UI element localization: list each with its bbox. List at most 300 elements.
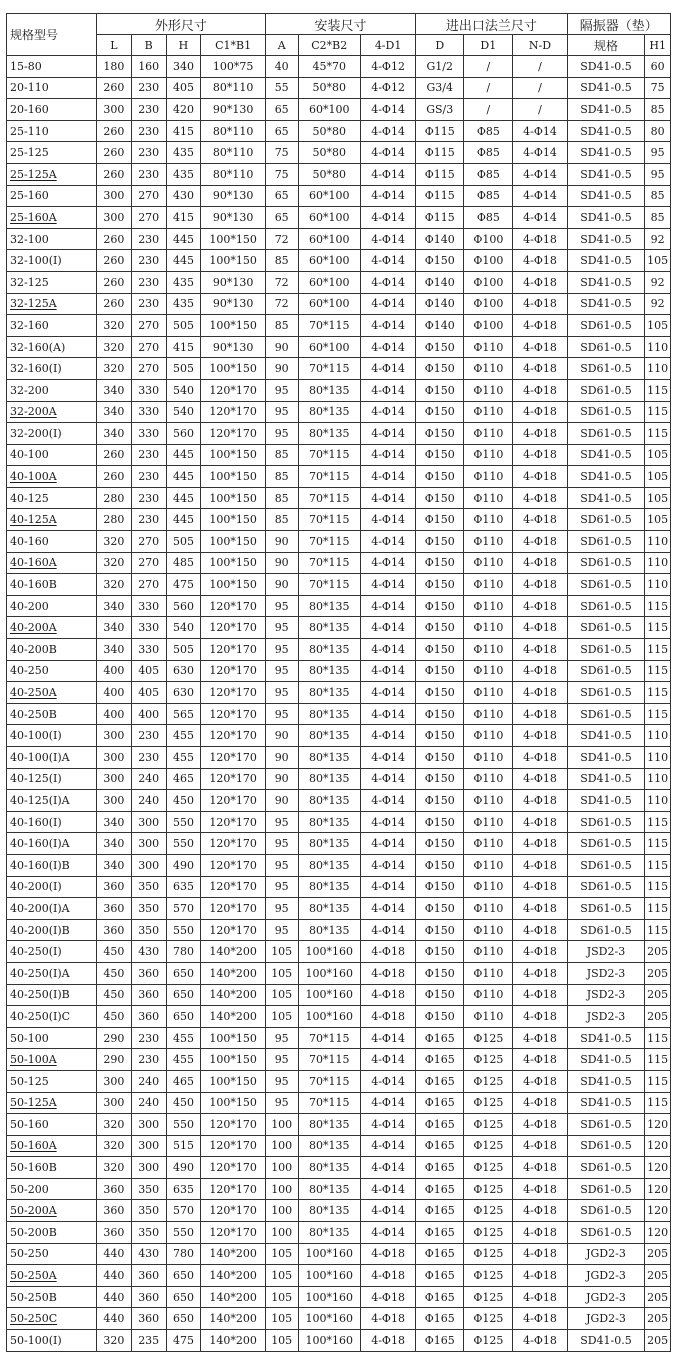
cell-C1B1: 120*170 bbox=[201, 811, 265, 833]
table-row bbox=[7, 1308, 671, 1330]
cell-D1: Φ100 bbox=[464, 293, 513, 315]
cell-D: G3/4 bbox=[416, 77, 464, 99]
cell-model: 40-200(I)B bbox=[7, 919, 97, 941]
cell-B: 300 bbox=[131, 811, 166, 833]
cell-H: 550 bbox=[166, 919, 201, 941]
cell-model: 25-125A bbox=[7, 163, 97, 185]
cell-D1: Φ110 bbox=[464, 423, 513, 445]
cell-isolator-spec: SD61-0.5 bbox=[567, 811, 645, 833]
cell-N-D: 4-Φ14 bbox=[513, 163, 567, 185]
cell-D1: Φ85 bbox=[464, 142, 513, 164]
cell-N-D: 4-Φ18 bbox=[513, 1157, 567, 1179]
cell-model: 50-160B bbox=[7, 1157, 97, 1179]
cell-4-D1: 4-Φ14 bbox=[360, 99, 415, 121]
table-row bbox=[7, 509, 671, 531]
cell-B: 360 bbox=[131, 984, 166, 1006]
cell-C2B2: 100*160 bbox=[298, 1286, 360, 1308]
cell-model: 15-80 bbox=[7, 56, 97, 78]
cell-N-D: 4-Φ18 bbox=[513, 358, 567, 380]
cell-B: 330 bbox=[131, 423, 166, 445]
cell-C2B2: 80*135 bbox=[298, 1178, 360, 1200]
cell-B: 240 bbox=[131, 790, 166, 812]
cell-D1: Φ125 bbox=[464, 1178, 513, 1200]
cell-H1: 205 bbox=[645, 984, 671, 1006]
cell-H1: 205 bbox=[645, 941, 671, 963]
cell-isolator-spec: SD61-0.5 bbox=[567, 682, 645, 704]
table-row bbox=[7, 941, 671, 963]
cell-4-D1: 4-Φ14 bbox=[360, 876, 415, 898]
cell-B: 230 bbox=[131, 1049, 166, 1071]
cell-C2B2: 60*100 bbox=[298, 271, 360, 293]
cell-N-D: 4-Φ18 bbox=[513, 790, 567, 812]
cell-C2B2: 50*80 bbox=[298, 77, 360, 99]
cell-isolator-spec: SD41-0.5 bbox=[567, 207, 645, 229]
cell-D1: Φ110 bbox=[464, 466, 513, 488]
cell-B: 330 bbox=[131, 379, 166, 401]
cell-A: 85 bbox=[265, 444, 298, 466]
cell-B: 360 bbox=[131, 1308, 166, 1330]
cell-L: 440 bbox=[97, 1265, 132, 1287]
cell-N-D: 4-Φ18 bbox=[513, 293, 567, 315]
cell-C2B2: 70*115 bbox=[298, 1092, 360, 1114]
cell-N-D: 4-Φ18 bbox=[513, 703, 567, 725]
cell-C1B1: 90*130 bbox=[201, 99, 265, 121]
cell-H1: 110 bbox=[645, 574, 671, 596]
cell-model: 50-200A bbox=[7, 1200, 97, 1222]
col-header-C2B2: C2*B2 bbox=[298, 35, 360, 56]
cell-H: 570 bbox=[166, 1200, 201, 1222]
cell-C1B1: 140*200 bbox=[201, 1330, 265, 1352]
cell-D1: Φ85 bbox=[464, 120, 513, 142]
cell-A: 105 bbox=[265, 1006, 298, 1028]
cell-4-D1: 4-Φ14 bbox=[360, 552, 415, 574]
cell-model: 32-200A bbox=[7, 401, 97, 423]
table-row bbox=[7, 250, 671, 272]
cell-D1: Φ110 bbox=[464, 941, 513, 963]
cell-N-D: 4-Φ14 bbox=[513, 142, 567, 164]
cell-L: 300 bbox=[97, 725, 132, 747]
cell-B: 350 bbox=[131, 1178, 166, 1200]
cell-L: 260 bbox=[97, 271, 132, 293]
cell-H: 420 bbox=[166, 99, 201, 121]
cell-L: 340 bbox=[97, 811, 132, 833]
cell-B: 350 bbox=[131, 1222, 166, 1244]
cell-N-D: 4-Φ18 bbox=[513, 1178, 567, 1200]
cell-C2B2: 80*135 bbox=[298, 768, 360, 790]
cell-4-D1: 4-Φ14 bbox=[360, 487, 415, 509]
cell-H: 445 bbox=[166, 250, 201, 272]
cell-C1B1: 120*170 bbox=[201, 725, 265, 747]
cell-4-D1: 4-Φ14 bbox=[360, 833, 415, 855]
cell-D: Φ150 bbox=[416, 423, 464, 445]
cell-D1: Φ110 bbox=[464, 660, 513, 682]
cell-B: 270 bbox=[131, 315, 166, 337]
table-row bbox=[7, 77, 671, 99]
cell-D1: Φ110 bbox=[464, 898, 513, 920]
cell-4-D1: 4-Φ14 bbox=[360, 660, 415, 682]
table-row bbox=[7, 228, 671, 250]
cell-L: 320 bbox=[97, 1114, 132, 1136]
cell-B: 350 bbox=[131, 919, 166, 941]
cell-D1: Φ125 bbox=[464, 1114, 513, 1136]
cell-A: 72 bbox=[265, 271, 298, 293]
table-row bbox=[7, 1027, 671, 1049]
table-row bbox=[7, 1178, 671, 1200]
cell-B: 350 bbox=[131, 1200, 166, 1222]
cell-D1: Φ125 bbox=[464, 1330, 513, 1352]
cell-model: 40-200(I)A bbox=[7, 898, 97, 920]
cell-D1: Φ125 bbox=[464, 1027, 513, 1049]
cell-N-D: 4-Φ18 bbox=[513, 466, 567, 488]
cell-H1: 110 bbox=[645, 768, 671, 790]
cell-D1: / bbox=[464, 99, 513, 121]
cell-isolator-spec: SD61-0.5 bbox=[567, 876, 645, 898]
cell-A: 55 bbox=[265, 77, 298, 99]
cell-N-D: 4-Φ18 bbox=[513, 682, 567, 704]
cell-L: 360 bbox=[97, 1178, 132, 1200]
cell-H: 455 bbox=[166, 1027, 201, 1049]
cell-H: 540 bbox=[166, 401, 201, 423]
cell-isolator-spec: SD41-0.5 bbox=[567, 185, 645, 207]
cell-B: 230 bbox=[131, 1027, 166, 1049]
cell-H1: 120 bbox=[645, 1200, 671, 1222]
cell-H: 445 bbox=[166, 509, 201, 531]
cell-A: 65 bbox=[265, 120, 298, 142]
cell-N-D: 4-Φ18 bbox=[513, 1027, 567, 1049]
cell-B: 230 bbox=[131, 466, 166, 488]
col-header-4-D1: 4-D1 bbox=[360, 35, 415, 56]
col-header-A: A bbox=[265, 35, 298, 56]
cell-A: 95 bbox=[265, 1049, 298, 1071]
cell-isolator-spec: SD41-0.5 bbox=[567, 1049, 645, 1071]
cell-4-D1: 4-Φ14 bbox=[360, 379, 415, 401]
cell-isolator-spec: SD61-0.5 bbox=[567, 898, 645, 920]
cell-4-D1: 4-Φ14 bbox=[360, 1135, 415, 1157]
cell-model: 50-250C bbox=[7, 1308, 97, 1330]
cell-C1B1: 90*130 bbox=[201, 207, 265, 229]
cell-N-D: 4-Φ18 bbox=[513, 833, 567, 855]
cell-C2B2: 80*135 bbox=[298, 811, 360, 833]
cell-D1: Φ110 bbox=[464, 379, 513, 401]
cell-D: Φ150 bbox=[416, 531, 464, 553]
cell-4-D1: 4-Φ14 bbox=[360, 401, 415, 423]
cell-4-D1: 4-Φ18 bbox=[360, 962, 415, 984]
cell-4-D1: 4-Φ14 bbox=[360, 574, 415, 596]
cell-isolator-spec: SD61-0.5 bbox=[567, 401, 645, 423]
cell-N-D: 4-Φ18 bbox=[513, 1265, 567, 1287]
cell-C1B1: 120*170 bbox=[201, 703, 265, 725]
col-header-H1: H1 bbox=[645, 35, 671, 56]
col-header-D: D bbox=[416, 35, 464, 56]
cell-C1B1: 120*170 bbox=[201, 898, 265, 920]
cell-H: 560 bbox=[166, 423, 201, 445]
cell-L: 260 bbox=[97, 120, 132, 142]
cell-C1B1: 120*170 bbox=[201, 876, 265, 898]
cell-D: Φ150 bbox=[416, 962, 464, 984]
col-header-H: H bbox=[166, 35, 201, 56]
table-row bbox=[7, 552, 671, 574]
cell-D1: Φ110 bbox=[464, 747, 513, 769]
cell-B: 330 bbox=[131, 595, 166, 617]
cell-isolator-spec: SD41-0.5 bbox=[567, 228, 645, 250]
cell-isolator-spec: SD61-0.5 bbox=[567, 423, 645, 445]
cell-4-D1: 4-Φ18 bbox=[360, 1308, 415, 1330]
cell-H: 405 bbox=[166, 77, 201, 99]
cell-isolator-spec: SD61-0.5 bbox=[567, 358, 645, 380]
cell-C1B1: 100*75 bbox=[201, 56, 265, 78]
cell-D: Φ150 bbox=[416, 703, 464, 725]
cell-H1: 115 bbox=[645, 919, 671, 941]
cell-H1: 110 bbox=[645, 725, 671, 747]
cell-C2B2: 70*115 bbox=[298, 315, 360, 337]
cell-A: 95 bbox=[265, 379, 298, 401]
cell-B: 350 bbox=[131, 898, 166, 920]
cell-H: 550 bbox=[166, 811, 201, 833]
cell-D1: Φ110 bbox=[464, 833, 513, 855]
cell-isolator-spec: SD41-0.5 bbox=[567, 1070, 645, 1092]
cell-H1: 115 bbox=[645, 1027, 671, 1049]
cell-H1: 110 bbox=[645, 552, 671, 574]
table-row bbox=[7, 207, 671, 229]
cell-model: 40-125(I)A bbox=[7, 790, 97, 812]
cell-L: 450 bbox=[97, 1006, 132, 1028]
cell-C2B2: 60*100 bbox=[298, 250, 360, 272]
cell-H: 650 bbox=[166, 1265, 201, 1287]
cell-C2B2: 70*115 bbox=[298, 552, 360, 574]
cell-D: Φ165 bbox=[416, 1157, 464, 1179]
table-row bbox=[7, 1222, 671, 1244]
table-row bbox=[7, 811, 671, 833]
cell-D1: Φ125 bbox=[464, 1135, 513, 1157]
cell-isolator-spec: SD61-0.5 bbox=[567, 315, 645, 337]
cell-C2B2: 80*135 bbox=[298, 854, 360, 876]
cell-A: 85 bbox=[265, 250, 298, 272]
cell-model: 40-160(I)B bbox=[7, 854, 97, 876]
cell-C1B1: 90*130 bbox=[201, 271, 265, 293]
cell-C1B1: 80*110 bbox=[201, 120, 265, 142]
cell-C2B2: 80*135 bbox=[298, 833, 360, 855]
cell-D: Φ165 bbox=[416, 1049, 464, 1071]
cell-model: 50-125A bbox=[7, 1092, 97, 1114]
cell-B: 230 bbox=[131, 228, 166, 250]
cell-A: 40 bbox=[265, 56, 298, 78]
cell-L: 400 bbox=[97, 682, 132, 704]
cell-model: 32-100 bbox=[7, 228, 97, 250]
cell-H: 415 bbox=[166, 336, 201, 358]
cell-N-D: 4-Φ18 bbox=[513, 1114, 567, 1136]
cell-4-D1: 4-Φ18 bbox=[360, 1286, 415, 1308]
cell-A: 95 bbox=[265, 1027, 298, 1049]
cell-C2B2: 50*80 bbox=[298, 163, 360, 185]
cell-D1: Φ110 bbox=[464, 725, 513, 747]
cell-H: 570 bbox=[166, 898, 201, 920]
cell-C1B1: 140*200 bbox=[201, 1243, 265, 1265]
cell-C2B2: 50*80 bbox=[298, 142, 360, 164]
cell-N-D: / bbox=[513, 99, 567, 121]
cell-N-D: 4-Φ18 bbox=[513, 552, 567, 574]
cell-H: 650 bbox=[166, 1006, 201, 1028]
cell-D: Φ150 bbox=[416, 379, 464, 401]
cell-D: Φ150 bbox=[416, 811, 464, 833]
cell-C1B1: 100*150 bbox=[201, 1092, 265, 1114]
cell-A: 105 bbox=[265, 1265, 298, 1287]
cell-C2B2: 70*115 bbox=[298, 444, 360, 466]
cell-H: 340 bbox=[166, 56, 201, 78]
cell-C1B1: 120*170 bbox=[201, 617, 265, 639]
cell-model: 50-100(I) bbox=[7, 1330, 97, 1352]
cell-model: 40-250(I)C bbox=[7, 1006, 97, 1028]
cell-H: 465 bbox=[166, 768, 201, 790]
cell-D: Φ165 bbox=[416, 1178, 464, 1200]
cell-D: Φ150 bbox=[416, 747, 464, 769]
cell-isolator-spec: SD61-0.5 bbox=[567, 1114, 645, 1136]
cell-C1B1: 80*110 bbox=[201, 142, 265, 164]
table-row bbox=[7, 271, 671, 293]
cell-A: 95 bbox=[265, 639, 298, 661]
cell-A: 100 bbox=[265, 1135, 298, 1157]
cell-B: 230 bbox=[131, 725, 166, 747]
cell-H: 475 bbox=[166, 1330, 201, 1352]
cell-H: 445 bbox=[166, 487, 201, 509]
cell-D1: Φ110 bbox=[464, 336, 513, 358]
cell-C2B2: 80*135 bbox=[298, 725, 360, 747]
cell-D1: Φ110 bbox=[464, 509, 513, 531]
cell-B: 230 bbox=[131, 99, 166, 121]
cell-4-D1: 4-Φ14 bbox=[360, 444, 415, 466]
cell-L: 340 bbox=[97, 833, 132, 855]
cell-D: Φ150 bbox=[416, 617, 464, 639]
cell-4-D1: 4-Φ14 bbox=[360, 228, 415, 250]
cell-C1B1: 90*130 bbox=[201, 336, 265, 358]
cell-C1B1: 140*200 bbox=[201, 1265, 265, 1287]
cell-L: 320 bbox=[97, 531, 132, 553]
cell-C1B1: 100*150 bbox=[201, 1027, 265, 1049]
cell-C2B2: 70*115 bbox=[298, 574, 360, 596]
cell-C1B1: 120*170 bbox=[201, 747, 265, 769]
cell-H1: 115 bbox=[645, 811, 671, 833]
cell-isolator-spec: SD41-0.5 bbox=[567, 56, 645, 78]
table-row bbox=[7, 1265, 671, 1287]
table-row bbox=[7, 1330, 671, 1352]
cell-N-D: 4-Φ18 bbox=[513, 1200, 567, 1222]
cell-D: Φ150 bbox=[416, 768, 464, 790]
cell-D: Φ165 bbox=[416, 1330, 464, 1352]
cell-D: Φ150 bbox=[416, 833, 464, 855]
cell-model: 40-100 bbox=[7, 444, 97, 466]
table-row bbox=[7, 163, 671, 185]
cell-model: 20-160 bbox=[7, 99, 97, 121]
cell-N-D: 4-Φ18 bbox=[513, 941, 567, 963]
table-row bbox=[7, 1070, 671, 1092]
cell-C1B1: 140*200 bbox=[201, 1308, 265, 1330]
table-row bbox=[7, 898, 671, 920]
cell-L: 320 bbox=[97, 336, 132, 358]
cell-D: Φ150 bbox=[416, 444, 464, 466]
cell-H: 505 bbox=[166, 639, 201, 661]
table-row bbox=[7, 293, 671, 315]
cell-D1: Φ110 bbox=[464, 768, 513, 790]
cell-A: 95 bbox=[265, 682, 298, 704]
cell-model: 50-100 bbox=[7, 1027, 97, 1049]
cell-N-D: 4-Φ18 bbox=[513, 1286, 567, 1308]
cell-C1B1: 120*170 bbox=[201, 1135, 265, 1157]
cell-B: 430 bbox=[131, 941, 166, 963]
cell-H1: 75 bbox=[645, 77, 671, 99]
cell-B: 230 bbox=[131, 163, 166, 185]
header-group-row bbox=[7, 14, 671, 35]
cell-model: 40-160(I) bbox=[7, 811, 97, 833]
cell-A: 90 bbox=[265, 790, 298, 812]
cell-N-D: 4-Φ18 bbox=[513, 250, 567, 272]
cell-model: 32-200 bbox=[7, 379, 97, 401]
table-row bbox=[7, 854, 671, 876]
cell-L: 340 bbox=[97, 423, 132, 445]
cell-H: 565 bbox=[166, 703, 201, 725]
cell-D1: Φ110 bbox=[464, 552, 513, 574]
cell-B: 330 bbox=[131, 639, 166, 661]
cell-D: Φ150 bbox=[416, 552, 464, 574]
cell-isolator-spec: SD41-0.5 bbox=[567, 77, 645, 99]
cell-C1B1: 120*170 bbox=[201, 1222, 265, 1244]
cell-A: 95 bbox=[265, 811, 298, 833]
cell-L: 300 bbox=[97, 185, 132, 207]
cell-L: 340 bbox=[97, 617, 132, 639]
cell-C2B2: 80*135 bbox=[298, 423, 360, 445]
cell-H: 435 bbox=[166, 142, 201, 164]
cell-D1: Φ110 bbox=[464, 595, 513, 617]
cell-H: 505 bbox=[166, 531, 201, 553]
cell-D: Φ150 bbox=[416, 941, 464, 963]
cell-D1: Φ110 bbox=[464, 854, 513, 876]
cell-D1: Φ110 bbox=[464, 703, 513, 725]
cell-C2B2: 80*135 bbox=[298, 660, 360, 682]
cell-A: 100 bbox=[265, 1200, 298, 1222]
cell-isolator-spec: SD61-0.5 bbox=[567, 574, 645, 596]
cell-C1B1: 100*150 bbox=[201, 250, 265, 272]
cell-H: 455 bbox=[166, 747, 201, 769]
cell-model: 40-250(I)B bbox=[7, 984, 97, 1006]
cell-H1: 205 bbox=[645, 1006, 671, 1028]
cell-D1: Φ110 bbox=[464, 444, 513, 466]
cell-4-D1: 4-Φ14 bbox=[360, 703, 415, 725]
cell-A: 90 bbox=[265, 552, 298, 574]
cell-A: 105 bbox=[265, 1243, 298, 1265]
cell-model: 20-110 bbox=[7, 77, 97, 99]
group-header-vibration-isolator: 隔振器（垫） bbox=[567, 14, 670, 35]
cell-model: 40-125(I) bbox=[7, 768, 97, 790]
cell-isolator-spec: SD41-0.5 bbox=[567, 444, 645, 466]
cell-H1: 110 bbox=[645, 531, 671, 553]
cell-isolator-spec: SD41-0.5 bbox=[567, 1330, 645, 1352]
cell-D1: Φ85 bbox=[464, 207, 513, 229]
cell-A: 85 bbox=[265, 466, 298, 488]
cell-D1: Φ110 bbox=[464, 962, 513, 984]
cell-model: 50-250B bbox=[7, 1286, 97, 1308]
cell-N-D: 4-Φ18 bbox=[513, 962, 567, 984]
cell-H: 780 bbox=[166, 1243, 201, 1265]
cell-isolator-spec: SD41-0.5 bbox=[567, 747, 645, 769]
cell-C1B1: 120*170 bbox=[201, 379, 265, 401]
cell-4-D1: 4-Φ18 bbox=[360, 1265, 415, 1287]
cell-N-D: 4-Φ18 bbox=[513, 401, 567, 423]
cell-L: 320 bbox=[97, 315, 132, 337]
cell-L: 340 bbox=[97, 854, 132, 876]
table-row bbox=[7, 617, 671, 639]
cell-L: 320 bbox=[97, 358, 132, 380]
cell-H: 550 bbox=[166, 1114, 201, 1136]
cell-B: 360 bbox=[131, 1265, 166, 1287]
cell-H1: 205 bbox=[645, 1265, 671, 1287]
